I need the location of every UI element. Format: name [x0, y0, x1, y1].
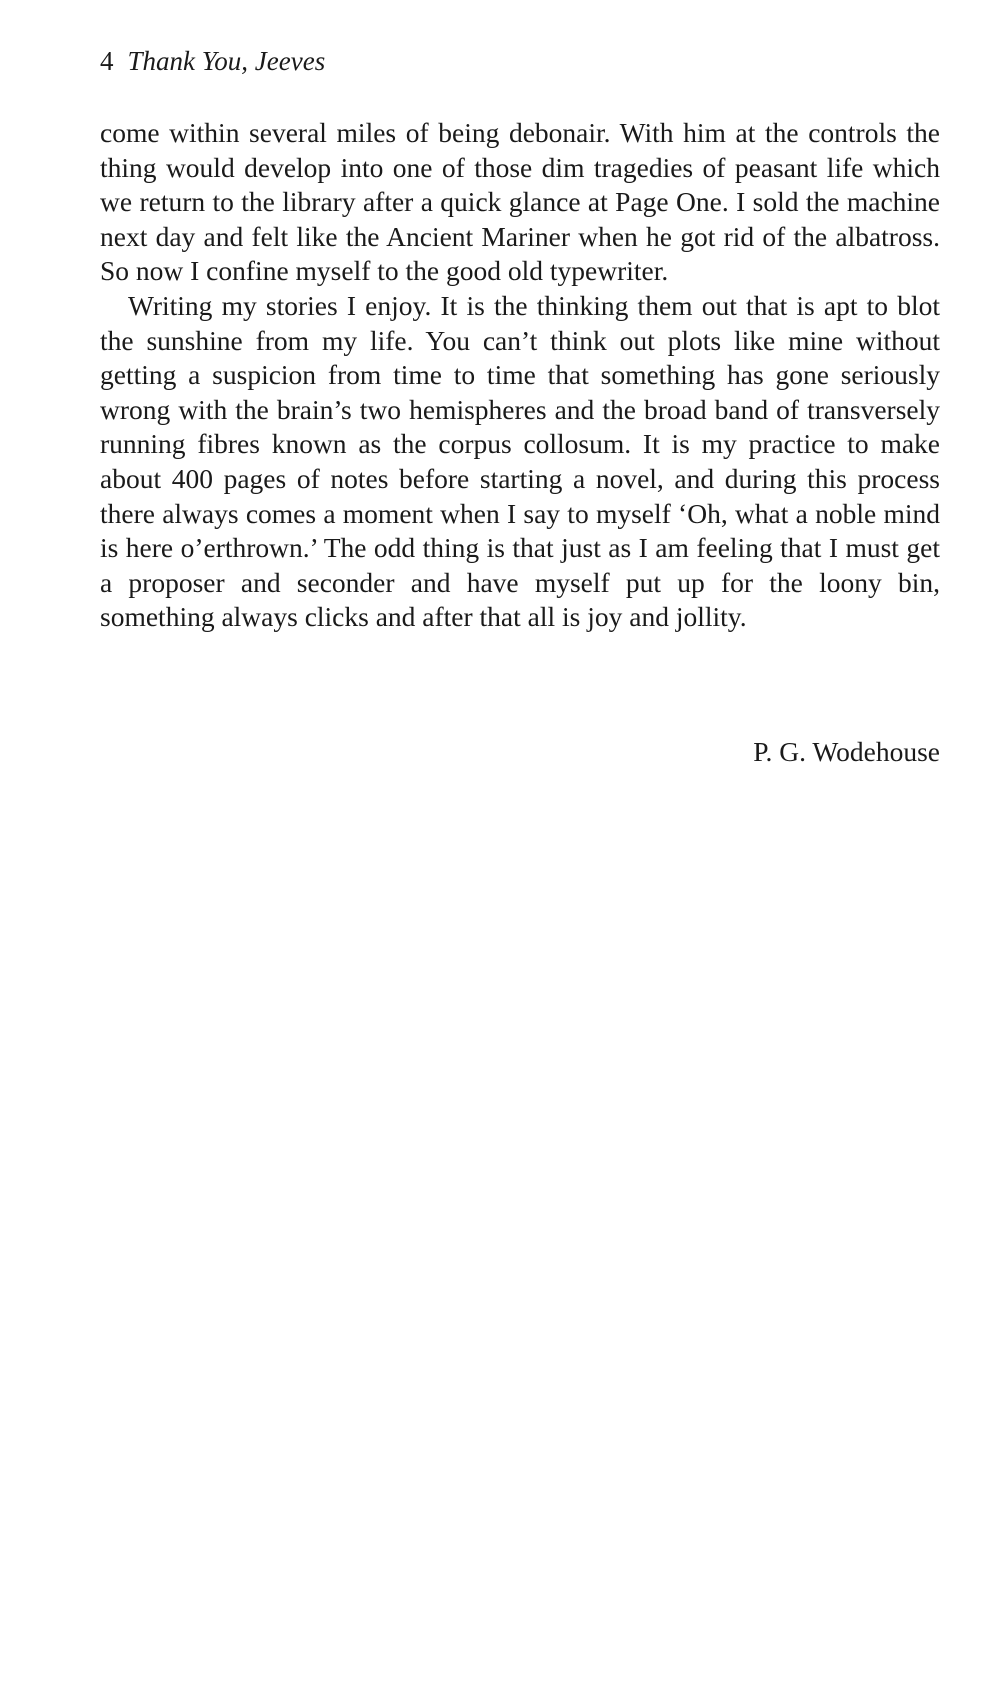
- body-text: [100, 116, 940, 635]
- book-title: Thank You, Jeeves: [127, 46, 326, 76]
- author-signature: P. G. Wodehouse: [753, 736, 940, 767]
- paragraph-continued: come within several miles of being debonair. With him at the controls the thing would develop into one of those dim tragedies of peasant life which we return to the library after a quick glance at Page One. I sold the machine next day and felt like the Ancient Mariner when he got rid of the albatross. So now I confine myself to the good old typewriter.: [100, 117, 940, 287]
- running-head: [100, 44, 325, 78]
- paragraph: Writing my stories I enjoy. It is the thinking them out that is apt to blot the sunshine from my life. You can’t think out plots like mine without getting a suspicion from time to time that something has gone seriously wrong with the brain’s two hemispheres and the broad band of transversely running fibres known as the corpus collosum. It is my practice to make about 400 pages of notes before starting a novel, and during this process there always comes a moment when I say to myself ‘Oh, what a noble mind is here o’erthrown.’ The odd thing is that just as I am feeling that I must get a proposer and seconder and have myself put up for the loony bin, something always clicks and after that all is joy and jollity.: [100, 289, 940, 633]
- page-number: 4: [100, 46, 114, 76]
